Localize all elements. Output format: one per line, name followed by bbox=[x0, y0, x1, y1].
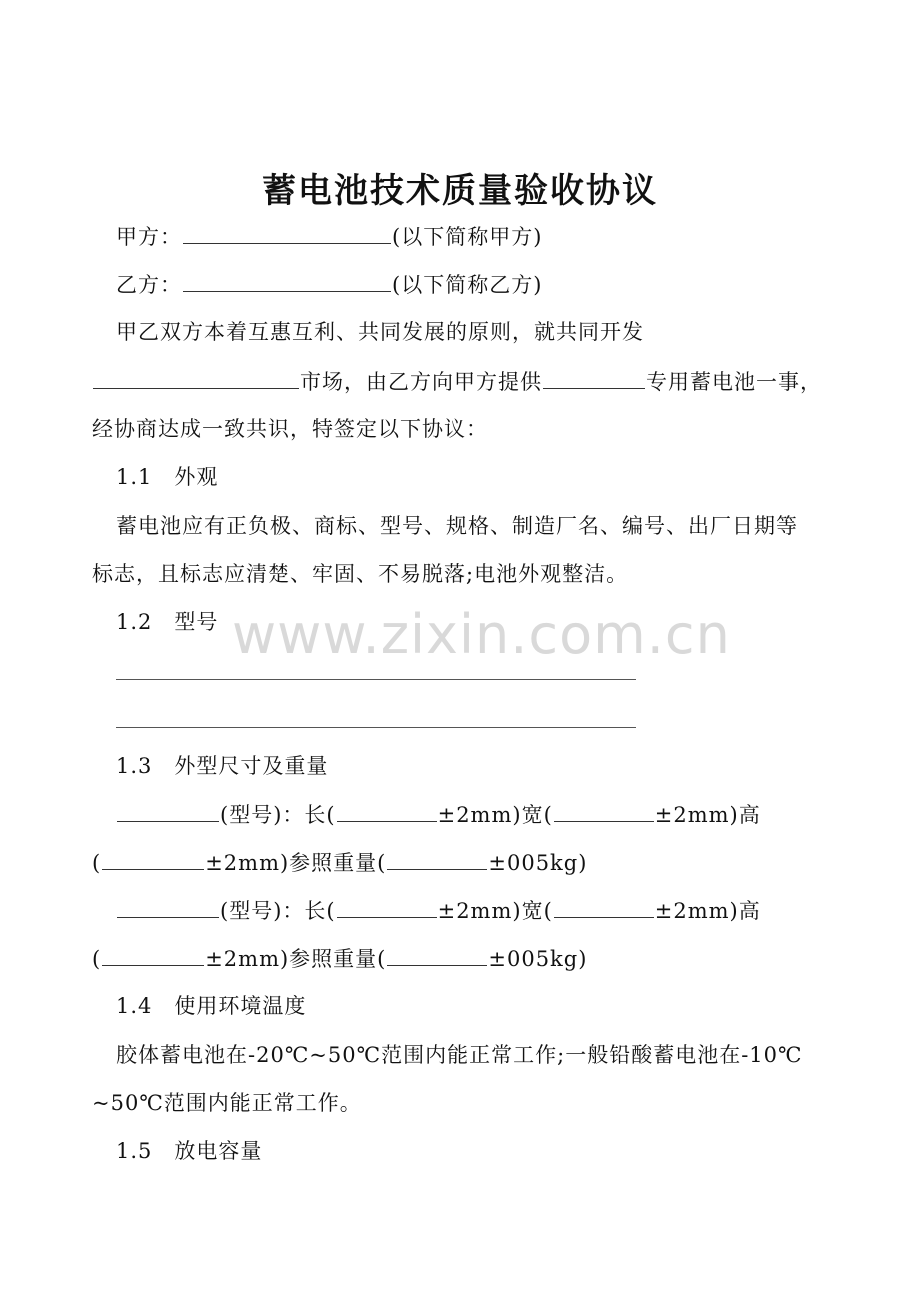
length-blank[interactable] bbox=[337, 801, 437, 822]
section-1-4-text-2: ~50℃范围内能正常工作。 bbox=[92, 1091, 362, 1115]
height-blank[interactable] bbox=[102, 945, 204, 966]
height-label: ±2mm)高 bbox=[654, 899, 761, 923]
section-1-1-text-2: 标志，且标志应清楚、牢固、不易脱落;电池外观整洁。 bbox=[92, 562, 629, 586]
watermark: www.zixin.com.cn bbox=[232, 603, 731, 666]
height-blank[interactable] bbox=[102, 849, 204, 870]
product-blank[interactable] bbox=[543, 368, 645, 389]
model-blank-line-1[interactable] bbox=[116, 679, 636, 680]
weight-tolerance: ±005kg) bbox=[488, 947, 588, 971]
intro-line-1: 甲乙双方本着互惠互利、共同发展的原则，就共同开发 bbox=[116, 320, 644, 344]
intro-line-2-end: 专用蓄电池一事， bbox=[646, 370, 822, 394]
document-title: 蓄电池技术质量验收协议 bbox=[262, 171, 658, 211]
party-b-label: 乙方： bbox=[116, 273, 182, 297]
open-paren: ( bbox=[92, 851, 102, 875]
model-name-blank[interactable] bbox=[117, 801, 219, 822]
dimension-row-1a bbox=[116, 801, 761, 828]
model-length-label: (型号)：长( bbox=[220, 899, 336, 923]
width-label: ±2mm)宽( bbox=[437, 803, 553, 827]
party-b-blank[interactable] bbox=[183, 271, 391, 292]
open-paren: ( bbox=[92, 947, 102, 971]
height-label: ±2mm)高 bbox=[654, 803, 761, 827]
length-blank[interactable] bbox=[337, 897, 437, 918]
party-a-label: 甲方： bbox=[116, 225, 182, 249]
market-blank[interactable] bbox=[93, 368, 299, 389]
weight-label: ±2mm)参照重量( bbox=[205, 851, 387, 875]
model-blank-line-2[interactable] bbox=[116, 727, 636, 728]
section-1-3-heading: 1.3 外型尺寸及重量 bbox=[116, 754, 329, 778]
weight-label: ±2mm)参照重量( bbox=[205, 947, 387, 971]
section-1-5-heading: 1.5 放电容量 bbox=[116, 1139, 263, 1163]
party-a-line bbox=[116, 223, 542, 250]
intro-line-2 bbox=[92, 368, 822, 395]
section-1-1-text-1: 蓄电池应有正负极、商标、型号、规格、制造厂名、编号、出厂日期等 bbox=[116, 514, 798, 538]
dimension-row-2a bbox=[116, 897, 761, 924]
intro-line-2-mid: 市场，由乙方向甲方提供 bbox=[300, 370, 542, 394]
weight-blank[interactable] bbox=[387, 849, 487, 870]
section-1-1-heading: 1.1 外观 bbox=[116, 465, 219, 489]
width-label: ±2mm)宽( bbox=[437, 899, 553, 923]
party-b-note: (以下简称乙方) bbox=[392, 273, 543, 297]
party-a-note: (以下简称甲方) bbox=[392, 225, 543, 249]
party-b-line bbox=[116, 271, 542, 298]
weight-blank[interactable] bbox=[387, 945, 487, 966]
section-1-2-heading: 1.2 型号 bbox=[116, 610, 219, 634]
width-blank[interactable] bbox=[554, 801, 654, 822]
model-length-label: (型号)：长( bbox=[220, 803, 336, 827]
section-1-4-heading: 1.4 使用环境温度 bbox=[116, 994, 307, 1018]
dimension-row-1b bbox=[92, 849, 587, 876]
section-1-4-text-1: 胶体蓄电池在-20℃~50℃范围内能正常工作;一般铅酸蓄电池在-10℃ bbox=[116, 1043, 803, 1067]
model-name-blank[interactable] bbox=[117, 897, 219, 918]
dimension-row-2b bbox=[92, 945, 587, 972]
width-blank[interactable] bbox=[554, 897, 654, 918]
intro-line-3: 经协商达成一致共识，特签定以下协议： bbox=[92, 417, 488, 441]
party-a-blank[interactable] bbox=[183, 223, 391, 244]
weight-tolerance: ±005kg) bbox=[488, 851, 588, 875]
